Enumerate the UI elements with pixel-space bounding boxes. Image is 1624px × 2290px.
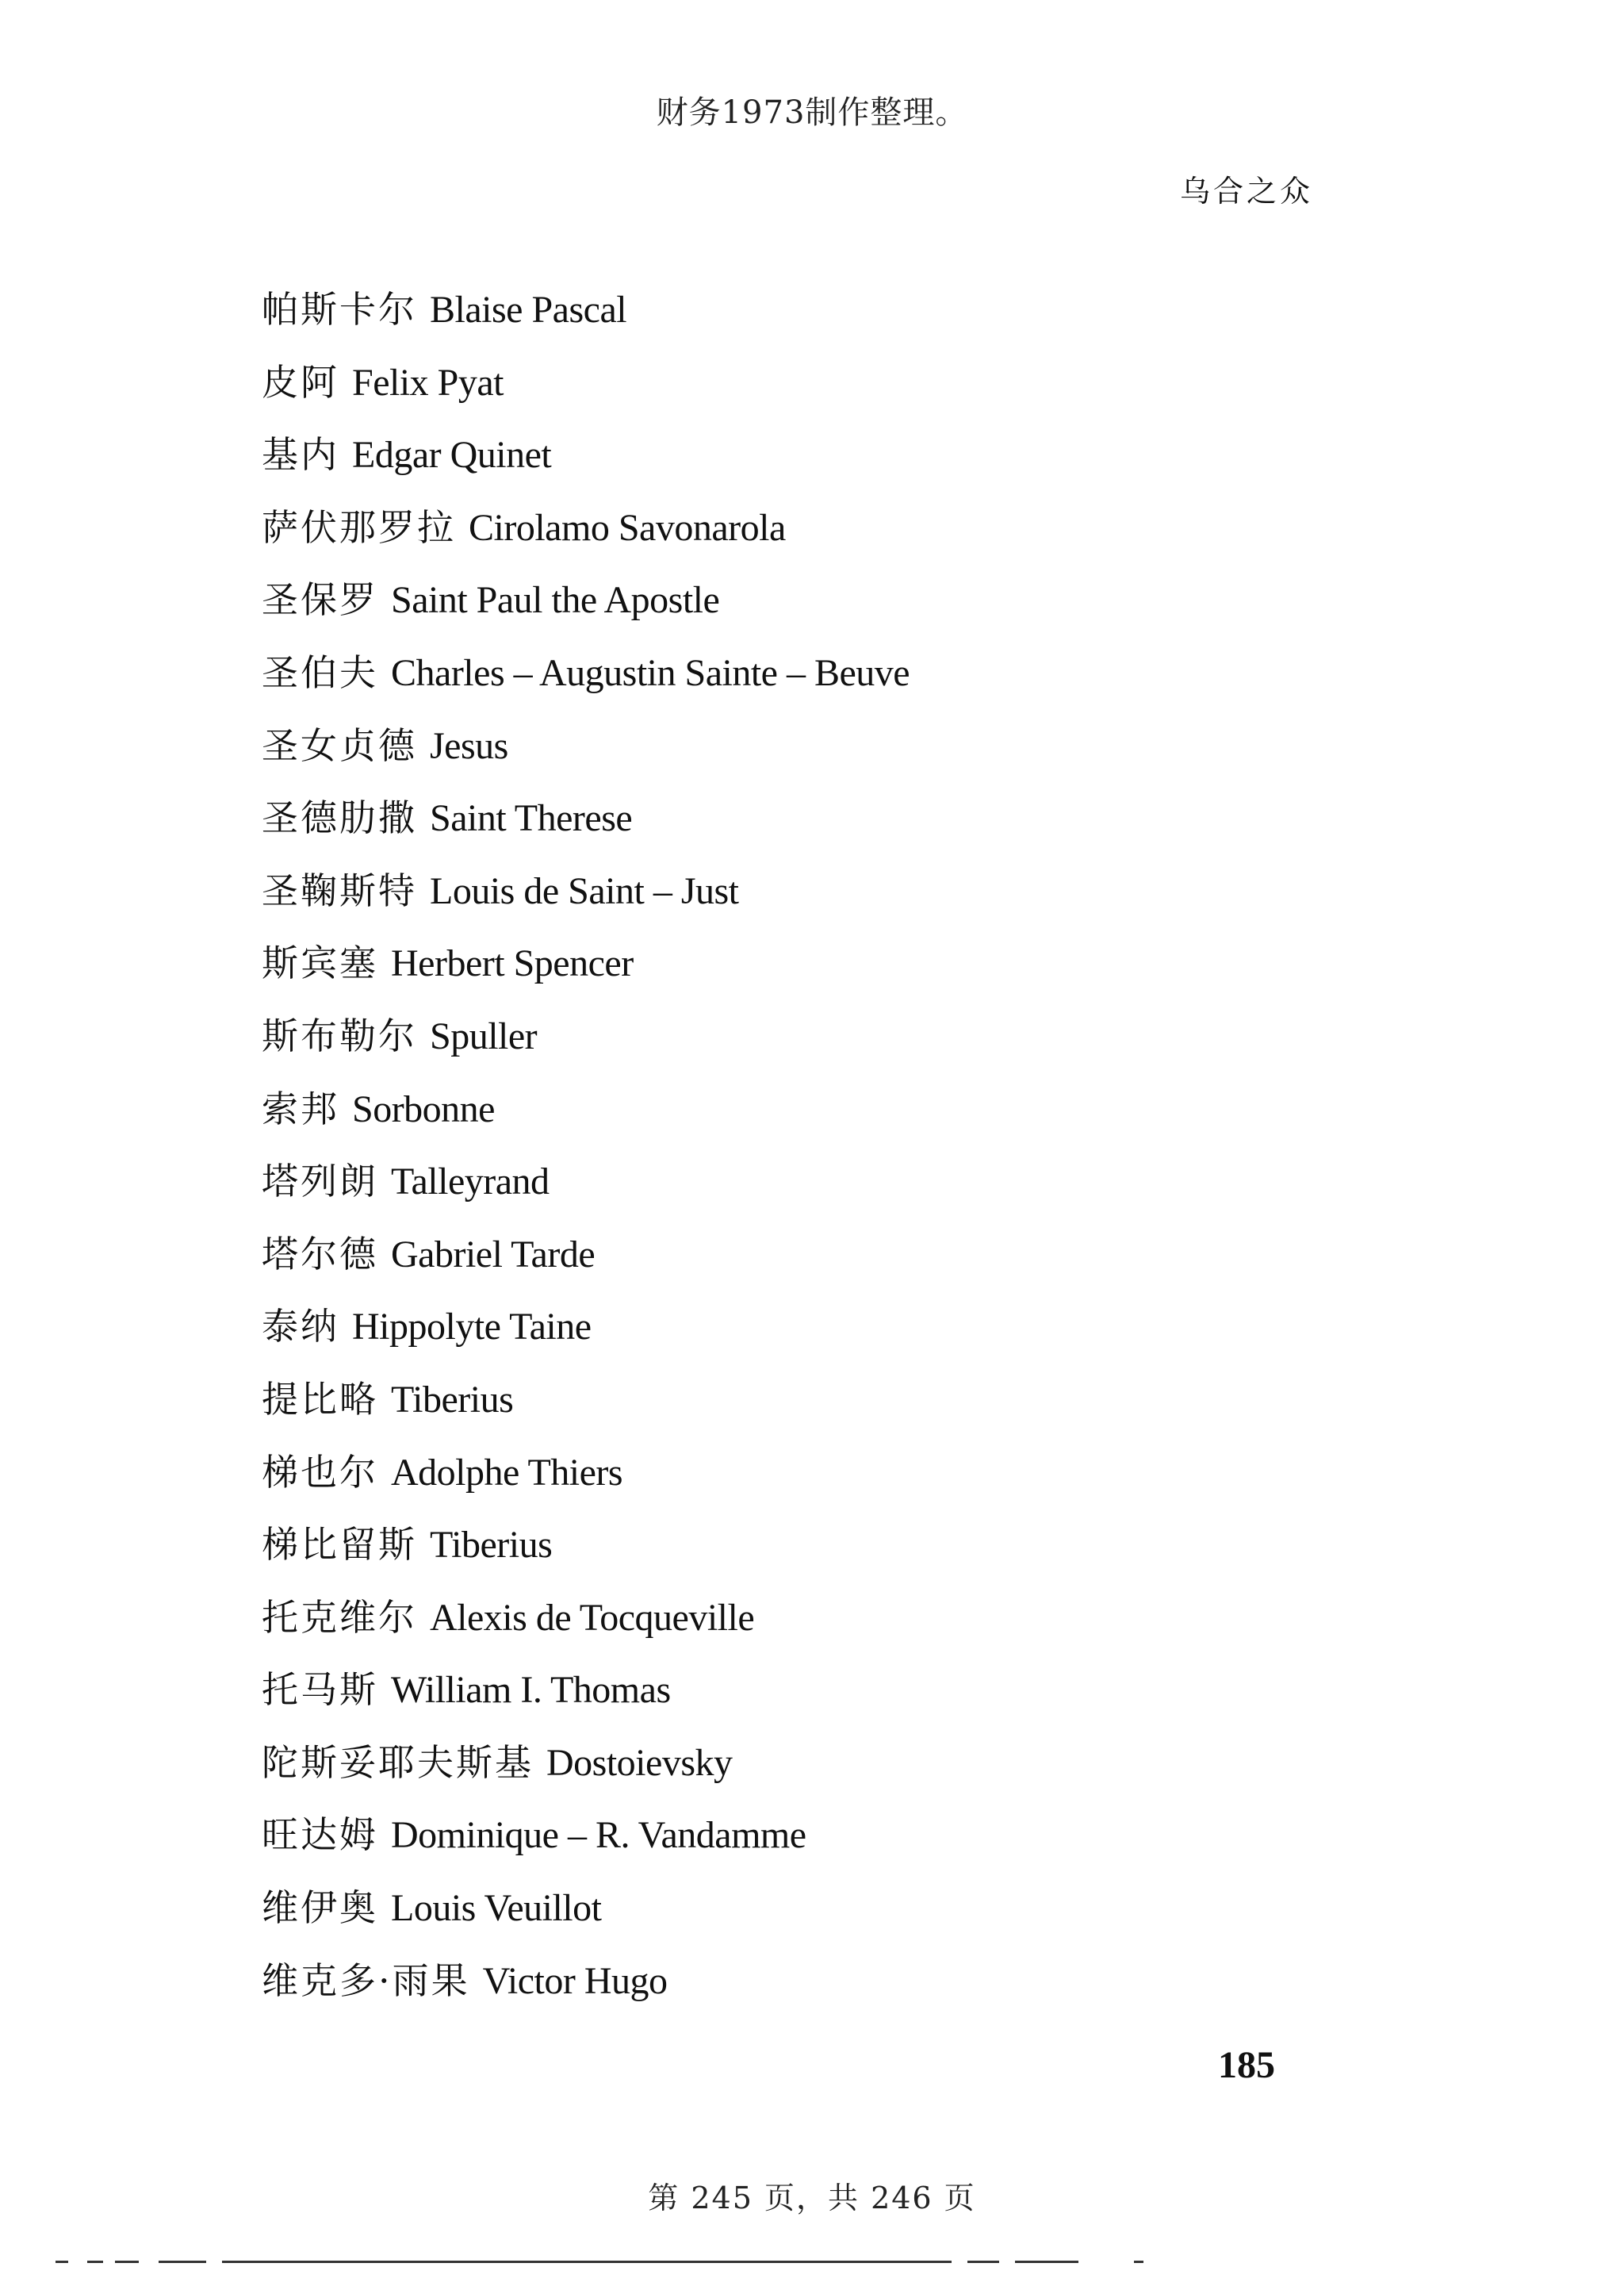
entry-chinese-name: 帕斯卡尔: [262, 288, 417, 331]
entry-chinese-name: 维克多·雨果: [262, 1958, 470, 2002]
entry-chinese-name: 陀斯妥耶夫斯基: [262, 1740, 534, 1784]
entry-original-name: Adolphe Thiers: [391, 1451, 623, 1494]
entry-chinese-name: 泰纳: [262, 1305, 339, 1348]
index-entry: [262, 794, 1451, 867]
index-entry: [262, 1594, 1451, 1667]
entry-chinese-name: 圣鞠斯特: [262, 869, 417, 912]
watermark-text: 财务1973制作整理。: [656, 94, 968, 131]
entry-original-name: Spuller: [430, 1015, 538, 1057]
index-entry: [262, 504, 1451, 577]
index-entry: [262, 649, 1451, 722]
entry-chinese-name: 提比略: [262, 1377, 378, 1421]
running-head: 乌合之众: [1180, 174, 1314, 209]
entry-original-name: Saint Paul the Apostle: [391, 579, 720, 622]
index-entry: [262, 939, 1451, 1012]
scan-artifact-rule: [56, 2261, 1166, 2264]
entry-chinese-name: 塔列朗: [262, 1160, 378, 1203]
pager-text: 第 245 页，共 246 页: [648, 2181, 976, 2215]
entry-chinese-name: 圣保罗: [262, 578, 378, 622]
index-entry: [262, 1521, 1451, 1594]
entry-original-name: Blaise Pascal: [430, 289, 627, 331]
entry-chinese-name: 基内: [262, 433, 339, 477]
entry-chinese-name: 皮阿: [262, 360, 339, 404]
index-entry: [262, 1230, 1451, 1303]
entry-original-name: Hippolyte Taine: [352, 1306, 592, 1348]
entry-original-name: Charles – Augustin Sainte – Beuve: [391, 651, 910, 694]
index-entry: [262, 1448, 1451, 1521]
index-entry: [262, 1666, 1451, 1739]
index-entry: [262, 722, 1451, 795]
index-entry: [262, 576, 1451, 649]
entry-original-name: Talleyrand: [391, 1160, 550, 1203]
entry-original-name: Cirolamo Savonarola: [469, 506, 786, 549]
entry-original-name: Dostoievsky: [546, 1741, 733, 1784]
entry-original-name: Jesus: [430, 724, 508, 767]
entry-original-name: Tiberius: [391, 1378, 514, 1421]
page-number: 185: [1218, 2044, 1275, 2086]
entry-original-name: Saint Therese: [430, 797, 633, 840]
index-entry: [262, 359, 1451, 432]
index-entry: [262, 1957, 1451, 2030]
entry-original-name: Sorbonne: [352, 1087, 495, 1130]
entry-chinese-name: 圣德肋撒: [262, 796, 417, 840]
entry-chinese-name: 斯布勒尔: [262, 1014, 417, 1057]
entry-chinese-name: 旺达姆: [262, 1813, 378, 1857]
index-entry: [262, 431, 1451, 504]
name-index-list: [262, 286, 1451, 2029]
index-entry: [262, 1085, 1451, 1158]
entry-original-name: Herbert Spencer: [391, 942, 634, 985]
entry-original-name: Tiberius: [430, 1524, 553, 1567]
index-entry: [262, 286, 1451, 359]
index-entry: [262, 1012, 1451, 1085]
index-entry: [262, 1302, 1451, 1375]
entry-original-name: William I. Thomas: [391, 1669, 671, 1712]
entry-chinese-name: 萨伏那罗拉: [262, 505, 456, 549]
entry-chinese-name: 梯比留斯: [262, 1523, 417, 1567]
entry-original-name: Gabriel Tarde: [391, 1233, 596, 1275]
entry-chinese-name: 圣女贞德: [262, 723, 417, 767]
index-entry: [262, 1157, 1451, 1230]
index-entry: [262, 1375, 1451, 1448]
index-entry: [262, 867, 1451, 940]
entry-chinese-name: 斯宾塞: [262, 942, 378, 985]
entry-original-name: Felix Pyat: [352, 361, 504, 404]
entry-chinese-name: 梯也尔: [262, 1450, 378, 1494]
entry-chinese-name: 圣伯夫: [262, 650, 378, 694]
entry-chinese-name: 维伊奥: [262, 1886, 378, 1930]
entry-chinese-name: 塔尔德: [262, 1232, 378, 1275]
entry-original-name: Alexis de Tocqueville: [430, 1596, 755, 1639]
entry-chinese-name: 索邦: [262, 1087, 339, 1130]
index-entry: [262, 1811, 1451, 1884]
entry-chinese-name: 托克维尔: [262, 1595, 417, 1639]
entry-original-name: Louis Veuillot: [391, 1887, 602, 1930]
entry-original-name: Edgar Quinet: [352, 434, 552, 477]
entry-original-name: Louis de Saint – Just: [430, 869, 739, 912]
entry-chinese-name: 托马斯: [262, 1668, 378, 1712]
entry-original-name: Victor Hugo: [482, 1959, 668, 2002]
index-entry: [262, 1739, 1451, 1812]
entry-original-name: Dominique – R. Vandamme: [391, 1814, 806, 1857]
index-entry: [262, 1884, 1451, 1957]
